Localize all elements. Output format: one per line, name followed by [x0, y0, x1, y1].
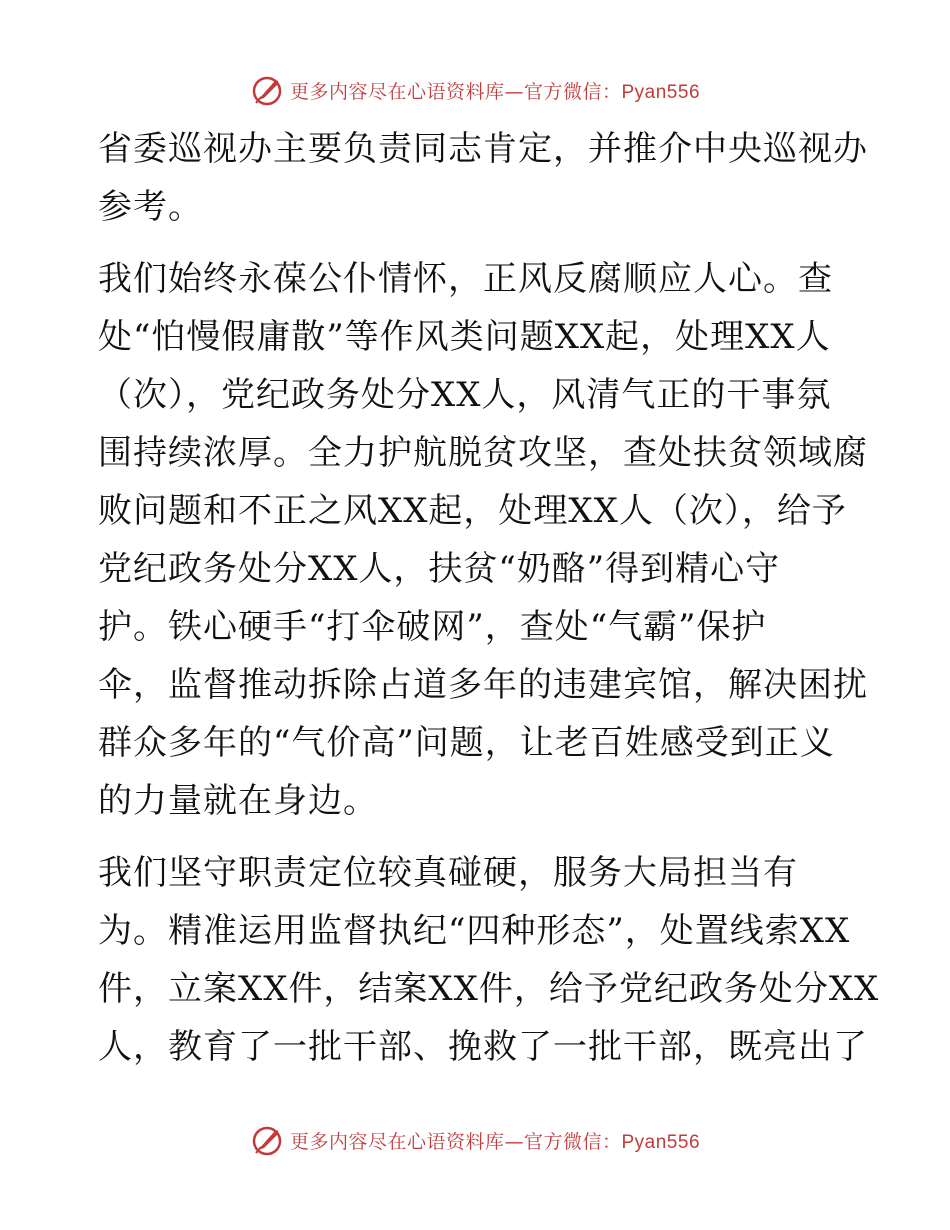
text-line: 我们坚守职责定位较真碰硬，服务大局担当有: [98, 853, 798, 893]
watermark-id: Pyan556: [621, 81, 701, 103]
text-line: 护。铁心硬手“打伞破网”，查处“气霸”保护: [98, 607, 767, 647]
paragraph-2: [98, 250, 868, 830]
text-line: 群众多年的“气价高”问题，让老百姓感受到正义: [98, 723, 835, 763]
text-line: 为。精准运用监督执纪“四种形态”，处置线索XX: [98, 911, 851, 951]
watermark-id: Pyan556: [621, 1131, 701, 1153]
feather-logo-icon: [250, 1123, 284, 1157]
text-line: 人，教育了一批干部、挽救了一批干部，既亮出了: [98, 1027, 868, 1067]
document-body: [98, 120, 880, 1076]
text-line: 参考。: [98, 187, 203, 227]
text-line: （次），党纪政务处分XX人，风清气正的干事氛: [98, 375, 832, 415]
text-line: 件，立案XX件，结案XX件，给予党纪政务处分XX: [98, 969, 880, 1009]
text-line: 败问题和不正之风XX起，处理XX人（次），给予: [98, 491, 847, 531]
text-line: 处“怕慢假庸散”等作风类问题XX起，处理XX人: [98, 317, 831, 357]
feather-logo-icon: [250, 73, 284, 107]
text-line: 的力量就在身边。: [98, 781, 378, 821]
text-line: 省委巡视办主要负责同志肯定，并推介中央巡视办: [98, 129, 868, 169]
paragraph-1: [98, 120, 868, 236]
text-line: 伞，监督推动拆除占道多年的违建宾馆，解决困扰: [98, 665, 868, 705]
text-line: 我们始终永葆公仆情怀，正风反腐顺应人心。查: [98, 259, 833, 299]
watermark-text: 更多内容尽在心语资料库—官方微信：Pyan556: [289, 80, 701, 103]
paragraph-3: [98, 844, 880, 1076]
footer-watermark: [0, 1120, 950, 1160]
header-watermark: [0, 70, 950, 110]
text-line: 围持续浓厚。全力护航脱贫攻坚，查处扶贫领域腐: [98, 433, 868, 473]
text-line: 党纪政务处分XX人，扶贫“奶酪”得到精心守: [98, 549, 781, 589]
watermark-text: 更多内容尽在心语资料库—官方微信：Pyan556: [289, 1130, 701, 1153]
